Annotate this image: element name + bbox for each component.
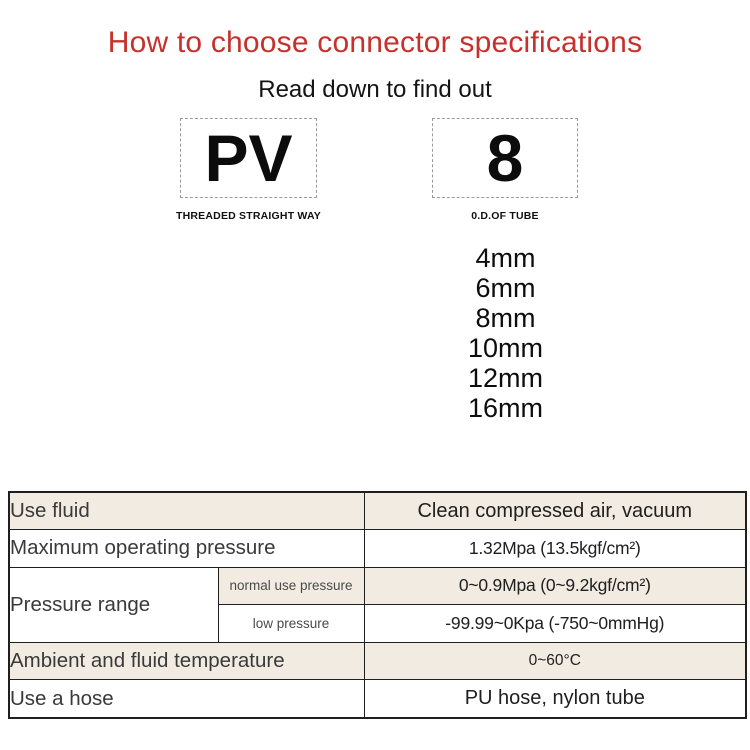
- row-value-use-fluid: Clean compressed air, vacuum: [364, 492, 746, 530]
- row-label-temperature: Ambient and fluid temperature: [9, 642, 364, 680]
- table-row: [9, 642, 746, 680]
- tube-size-option: 12mm: [467, 363, 543, 393]
- subrow-label-low-pressure: low pressure: [218, 605, 364, 643]
- series-code-label: THREADED STRAIGHT WAY: [176, 210, 321, 222]
- row-value-hose: PU hose, nylon tube: [364, 680, 746, 718]
- spec-table: [8, 491, 747, 719]
- page-title: How to choose connector specifications: [107, 26, 643, 59]
- row-label-use-fluid: Use fluid: [9, 492, 364, 530]
- table-row: [9, 530, 746, 568]
- tube-size-option: 6mm: [475, 273, 536, 303]
- subrow-label-normal-pressure: normal use pressure: [218, 567, 364, 605]
- table-row: [9, 492, 746, 530]
- row-value-max-pressure: 1.32Mpa (13.5kgf/cm²): [364, 530, 746, 568]
- row-value-temperature: 0~60°C: [364, 642, 746, 680]
- size-code-label: 0.D.OF TUBE: [471, 210, 539, 222]
- row-label-hose: Use a hose: [9, 680, 364, 718]
- row-label-pressure-range: Pressure range: [9, 567, 218, 642]
- table-row: [9, 680, 746, 718]
- series-code: PV: [204, 121, 293, 195]
- series-code-box: [180, 118, 317, 198]
- tube-size-option: 8mm: [475, 303, 536, 333]
- subrow-value-low-pressure: -99.99~0Kpa (-750~0mmHg): [364, 605, 746, 643]
- tube-size-option: 4mm: [475, 243, 536, 273]
- tube-size-option: 10mm: [467, 333, 543, 363]
- tube-size-option: 16mm: [467, 393, 543, 423]
- row-label-max-pressure: Maximum operating pressure: [9, 530, 364, 568]
- tube-size-list: [408, 243, 603, 423]
- page-subtitle: Read down to find out: [258, 76, 492, 103]
- size-code: 8: [486, 121, 524, 195]
- size-code-box: [432, 118, 578, 198]
- table-row: [9, 567, 746, 605]
- subrow-value-normal-pressure: 0~0.9Mpa (0~9.2kgf/cm²): [364, 567, 746, 605]
